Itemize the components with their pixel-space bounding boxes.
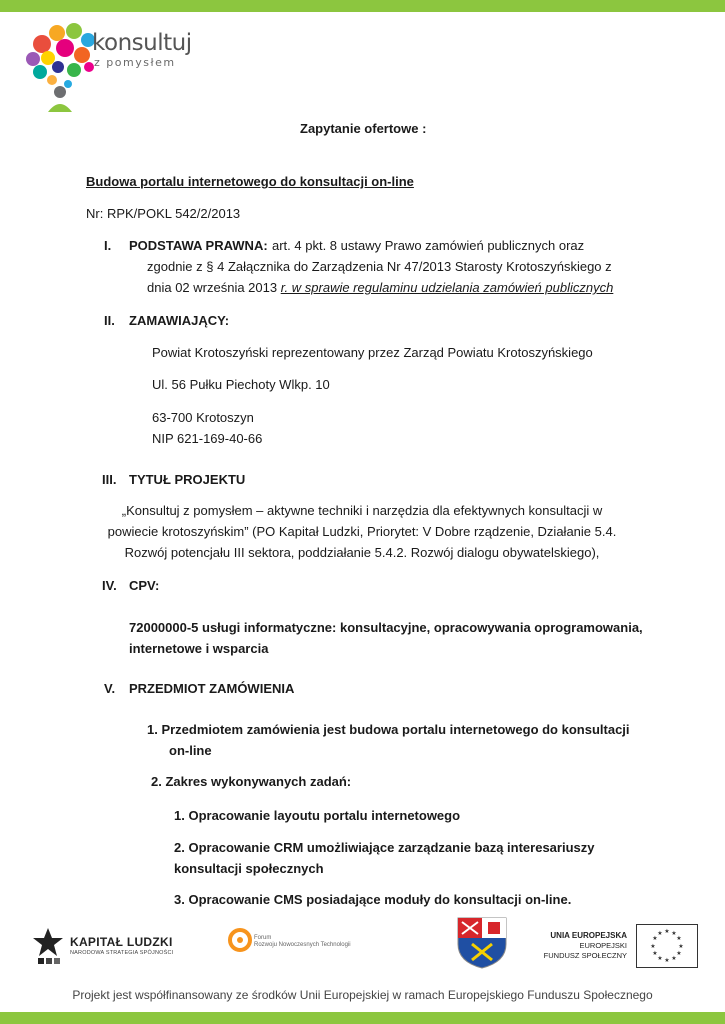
- kapital-ludzki-icon: [30, 926, 66, 966]
- section-2-heading: ZAMAWIAJĄCY:: [129, 313, 230, 328]
- section-3-text: „Konsultuj z pomysłem – aktywne techniki i narzędzia dla efektywnych konsultacji w: [121, 503, 603, 518]
- svg-text:★: ★: [652, 935, 658, 942]
- section-1-regulation: r. w sprawie regulaminu udzielania zamówień publicznych: [280, 280, 614, 295]
- eu-line-3: FUNDUSZ SPOŁECZNY: [543, 951, 627, 960]
- section-3-text: powiecie krotoszyńskim” (PO Kapitał Ludzki, Priorytet: V Dobre rządzenie, Działanie 5.4.: [107, 524, 617, 539]
- svg-text:★: ★: [650, 943, 656, 950]
- svg-text:★: ★: [657, 930, 663, 937]
- top-accent-bar: [0, 0, 725, 12]
- section-4-heading: CPV:: [129, 578, 160, 593]
- eu-line-1: UNIA EUROPEJSKA: [550, 931, 627, 940]
- section-4-cpv-code: 72000000-5 usługi informatyczne: konsultacyjne, opracowywania oprogramowania,: [129, 620, 643, 635]
- section-2-number: II.: [104, 313, 115, 328]
- section-1-text: zgodnie z § 4 Załącznika do Zarządzenia Nr 47/2013 Starosty Krotoszyńskiego z: [147, 259, 612, 274]
- kapital-ludzki-logo: [70, 935, 173, 956]
- logo-line-2: z pomysłem: [94, 56, 176, 69]
- svg-text:★: ★: [671, 955, 677, 962]
- svg-text:★: ★: [664, 928, 670, 935]
- svg-text:★: ★: [664, 957, 670, 964]
- svg-text:★: ★: [657, 955, 663, 962]
- section-1-number: I.: [104, 238, 112, 253]
- sub-list-item: 1. Opracowanie layoutu portalu internetowego: [174, 808, 461, 823]
- eu-flag-icon: [636, 924, 698, 968]
- section-1-text-line3: [147, 280, 613, 296]
- forum-logo: [254, 935, 351, 949]
- section-1-text: art. 4 pkt. 8 ustawy Prawo zamówień publicznych oraz: [272, 238, 585, 253]
- forum-logo-icon: [228, 928, 252, 952]
- logo-line-1: konsultuj: [92, 30, 192, 56]
- reference-number: Nr: RPK/POKL 542/2/2013: [86, 206, 241, 221]
- section-1-heading: PODSTAWA PRAWNA:: [129, 238, 268, 253]
- section-2-nip: NIP 621-169-40-66: [152, 431, 263, 446]
- sub-list-item: 2. Opracowanie CRM umożliwiające zarządzanie bazą interesariuszy: [174, 840, 595, 855]
- kapital-ludzki-name: KAPITAŁ LUDZKI: [70, 935, 173, 949]
- list-item: on-line: [169, 743, 212, 758]
- section-3-number: III.: [102, 472, 117, 487]
- svg-text:★: ★: [671, 930, 677, 937]
- section-3-text: Rozwój potencjału III sektora, poddziałanie 5.4.2. Rozwój dialogu obywatelskiego),: [124, 545, 600, 560]
- sub-list-item: 3. Opracowanie CMS posiadające moduły do konsultacji on-line.: [174, 892, 572, 907]
- section-2-address: Ul. 56 Pułku Piechoty Wlkp. 10: [152, 377, 330, 392]
- section-5-heading: PRZEDMIOT ZAMÓWIENIA: [129, 681, 295, 696]
- svg-text:★: ★: [678, 943, 684, 950]
- footer-cofinancing-text: Projekt jest współfinansowany ze środków Unii Europejskiej w ramach Europejskiego Funduszu Społecznego: [72, 988, 653, 1002]
- section-1-date: dnia 02 września 2013: [147, 280, 281, 295]
- svg-text:★: ★: [652, 950, 658, 957]
- section-2-text: Powiat Krotoszyński reprezentowany przez Zarząd Powiatu Krotoszyńskiego: [152, 345, 593, 360]
- section-5-number: V.: [104, 681, 116, 696]
- section-4-cpv-code: internetowe i wsparcia: [129, 641, 269, 656]
- forum-line-1: Forum: [254, 935, 272, 941]
- sub-list-item: konsultacji społecznych: [174, 861, 324, 876]
- section-3-heading: TYTUŁ PROJEKTU: [129, 472, 246, 487]
- logo-wordmark: [92, 30, 192, 70]
- section-2-city: 63-700 Krotoszyn: [152, 410, 254, 425]
- section-4-number: IV.: [102, 578, 117, 593]
- subject-line: Budowa portalu internetowego do konsultacji on-line: [86, 174, 414, 189]
- eu-line-2: EUROPEJSKI: [579, 941, 627, 950]
- bottom-accent-bar: [0, 1012, 725, 1024]
- kapital-ludzki-tagline: NARODOWA STRATEGIA SPÓJNOŚCI: [70, 950, 174, 956]
- list-item: 2. Zakres wykonywanych zadań:: [151, 774, 352, 789]
- svg-text:★: ★: [676, 935, 682, 942]
- forum-line-2: Rozwoju Nowoczesnych Technologii: [254, 942, 351, 948]
- list-item: 1. Przedmiotem zamówienia jest budowa portalu internetowego do konsultacji: [147, 722, 630, 737]
- svg-text:★: ★: [676, 950, 682, 957]
- eu-logo-text: [541, 931, 627, 961]
- krotoszyn-coat-of-arms-icon: [452, 914, 512, 970]
- document-title: Zapytanie ofertowe :: [300, 121, 427, 136]
